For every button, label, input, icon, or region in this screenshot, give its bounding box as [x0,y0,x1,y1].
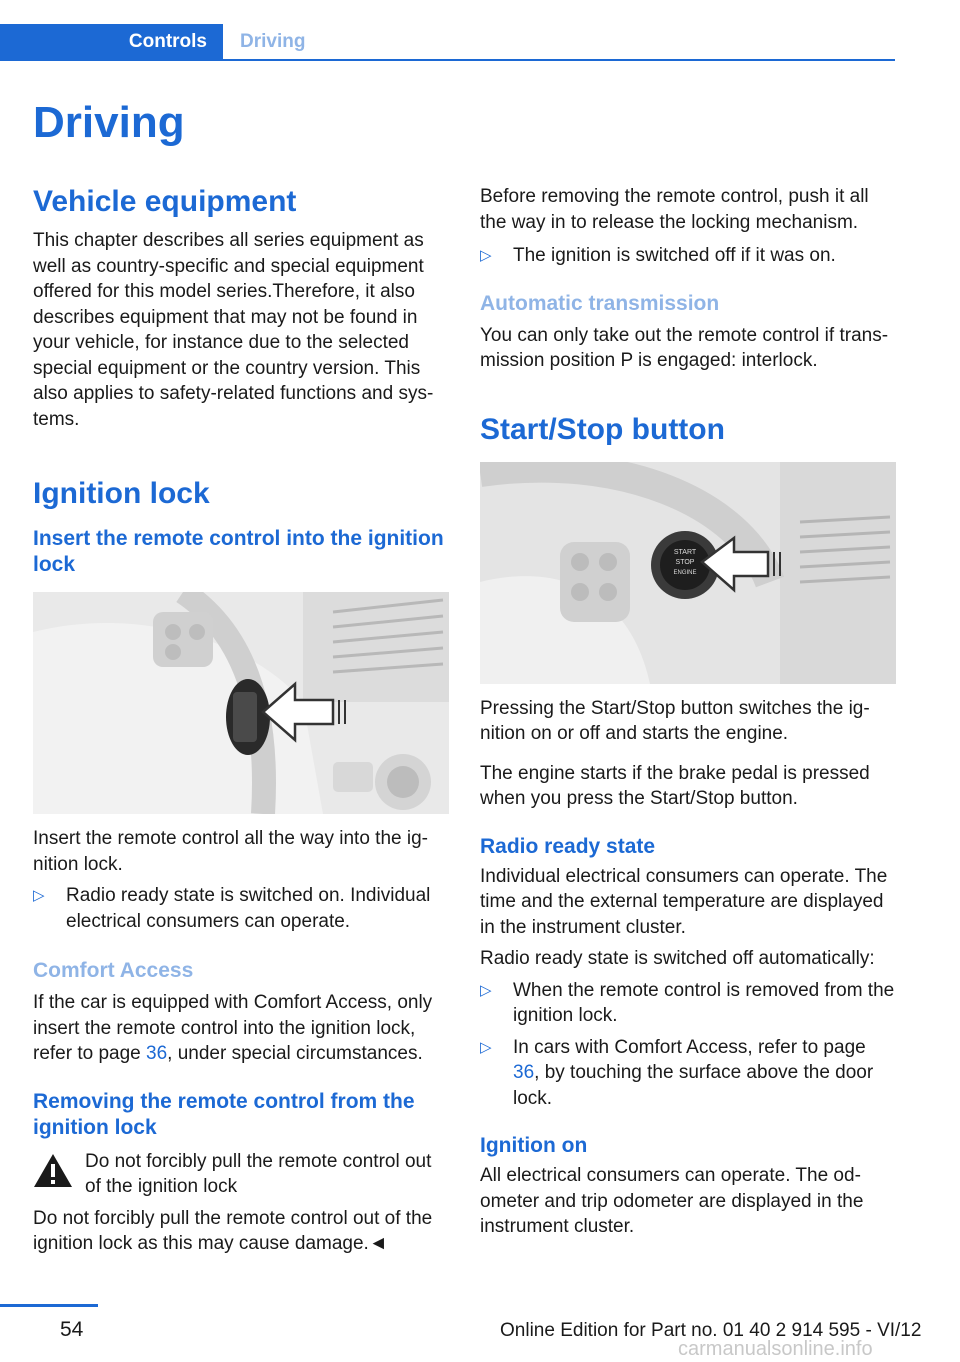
heading-vehicle-equipment: Vehicle equipment [33,185,297,218]
page-link-36[interactable]: 36 [146,1043,168,1064]
heading-ignition-lock: Ignition lock [33,477,210,510]
list-item: ▷ The ignition is switched off if it was on. [480,243,896,269]
comfort-access-text [33,990,449,1067]
subheading-insert-remote: Insert the remote control into the ignition lock [33,527,444,576]
ignition-bullets [33,883,449,934]
ignition-off-bullets [480,243,896,269]
removing-text: Do not forcibly pull the remote control out of the ignition lock as this may cause damage.◄ [33,1207,433,1254]
start-stop-text-1: Pressing the Start/Stop button switches the ignition on or off and starts the engine. [480,697,870,744]
edition-text: Online Edition for Part no. 01 40 2 914 595 - VI/12 [500,1320,922,1341]
comfort-text-part: , under special circumstances. [167,1043,423,1064]
insert-remote-text: Insert the remote control all the way into the ignition lock. [33,828,428,875]
right-column [480,184,896,1240]
bullet-text-part: , by touching the surface above the door lock. [513,1062,874,1109]
list-item: ▷ Radio ready state is switched on. Individual electrical consumers can operate. [33,883,449,934]
header-rule [0,59,895,61]
radio-ready-bullets [480,978,896,1112]
page-link-36[interactable]: 36 [513,1062,535,1083]
vehicle-equipment-text: This chapter describes all series equipment as well as country-specific and special equipment offered for this model series.Therefore, it also describes equipment that may not be found in your vehicle, for instance due to the selected special equipment or the country version. This also applies to safety-related functions and systems. [33,230,434,430]
start-stop-photo [480,462,896,684]
heading-start-stop: Start/Stop button [480,412,725,446]
header-tab-controls: Controls [0,24,223,60]
warning-triangle-icon [33,1153,73,1189]
stop-button-label: STOP [675,558,695,566]
ignition-on-text: All electrical consumers can operate. The odometer and trip odometer are displayed in the instrument cluster. [480,1165,864,1237]
list-item: ▷ When the remote control is removed from the ignition lock. [480,978,896,1029]
ignition-lock-photo [33,592,449,814]
comfort-text-part: If the car is equipped with Comfort Access, only insert the remote control into the ignition lock, refer to page [33,992,433,1064]
warning-block [33,1149,449,1200]
radio-ready-text-2: Radio ready state is switched off automatically: [480,948,875,969]
heading-removing-remote: Removing the remote control from the ignition lock [33,1089,415,1139]
page-number: 54 [60,1318,84,1341]
page-title: Driving [33,98,185,147]
heading-automatic-transmission: Automatic transmission [480,291,720,315]
heading-comfort-access: Comfort Access [33,959,194,982]
bullet-text-part: In cars with Comfort Access, refer to page [513,1036,866,1058]
watermark: carmanualsonline.info [678,1338,873,1360]
start-button-label: START [673,548,697,556]
left-column [33,184,449,1257]
list-item [480,1035,896,1112]
engine-button-label: ENGINE [673,569,697,576]
heading-radio-ready: Radio ready state [480,834,656,858]
footer-rule [0,1304,98,1307]
header-tab-driving: Driving [240,31,306,52]
warning-title: Do not forcibly pull the remote control out of the ignition lock [85,1150,432,1197]
before-removing-text: Before removing the remote control, push it all the way in to release the locking mechanism. [480,186,869,233]
heading-ignition-on: Ignition on [480,1134,588,1157]
automatic-text: You can only take out the remote control if transmission position P is engaged: interlock. [480,324,889,371]
radio-ready-text-1: Individual electrical consumers can operate. The time and the external temperature are displayed in the instrument cluster. [480,865,888,938]
start-stop-text-2: The engine starts if the brake pedal is pressed when you press the Start/Stop button. [480,762,870,809]
